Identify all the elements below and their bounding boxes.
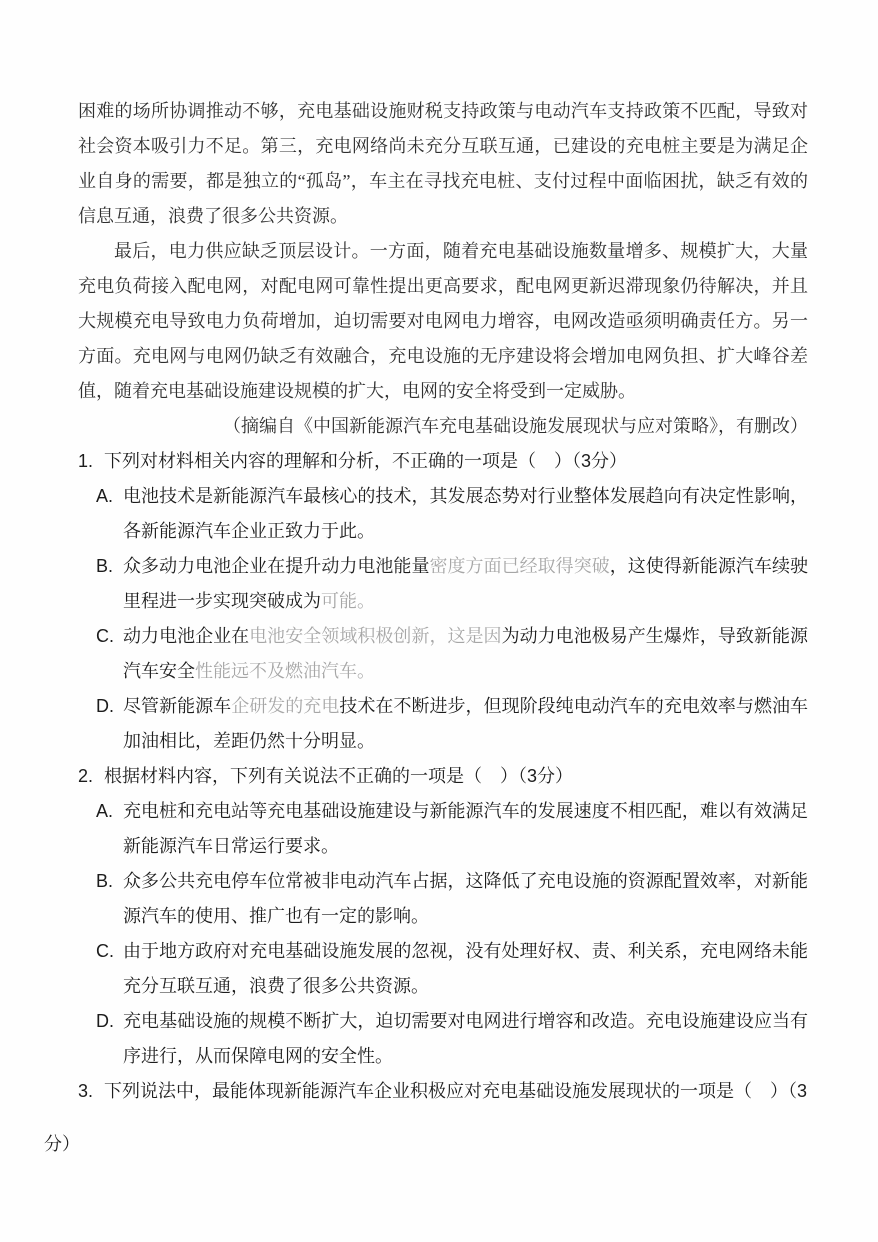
option-row-2-A bbox=[78, 794, 808, 864]
question-number-3: 3. bbox=[78, 1081, 94, 1101]
option-text-1-B-seg3: ，这使得新能源汽车续驶里程进一步实现突破成为 bbox=[123, 556, 809, 611]
passage-paragraph-2: 最后，电力供应缺乏顶层设计。一方面，随着充电基础设施数量增多、规模扩大，大量充电负荷接入配电网，对配电网可靠性提出更高要求，配电网更新迟滞现象仍待解决，并且大规模充电导致电力负荷增加，迫切需要对电网电力增容，电网改造亟须明确责任方。另一方面。充电网与电网仍缺乏有效融合，充电设施的无序建设将会增加电网负担、扩大峰谷差值，随着充电基础设施建设规模的扩大，电网的安全将受到一定威胁。 bbox=[78, 241, 808, 401]
option-label-1-C: C. bbox=[96, 626, 114, 646]
question-text-2: 根据材料内容，下列有关说法不正确的一项是（ ）（3分） bbox=[104, 766, 574, 786]
option-label-2-A: A. bbox=[96, 801, 114, 821]
option-row-1-B bbox=[78, 549, 808, 619]
option-text-1-A-seg1: 电池技术是新能源汽车最核心的技术，其发展态势对行业整体发展趋向有决定性影响，各新能源汽车企业正致力于此。 bbox=[123, 486, 808, 541]
option-row-2-B bbox=[78, 864, 808, 934]
option-text-1-B-seg4-faded: 可能。 bbox=[321, 591, 375, 611]
question-number-2: 2. bbox=[78, 766, 94, 786]
option-text-1-C-seg3: 为动力电池极易产生爆炸，导致新能源汽车安全 bbox=[123, 626, 809, 681]
question-block-3 bbox=[44, 1074, 808, 1162]
option-label-1-A: A. bbox=[96, 486, 114, 506]
option-row-2-D bbox=[78, 1004, 808, 1074]
option-text-2-C-seg1: 由于地方政府对充电基础设施发展的忽视，没有处理好权、责、利关系，充电网络未能充分互联互通，浪费了很多公共资源。 bbox=[123, 941, 808, 996]
option-text-1-C-seg1: 动力电池企业在 bbox=[123, 626, 250, 646]
option-label-1-B: B. bbox=[96, 556, 114, 576]
option-row-1-D bbox=[78, 689, 808, 759]
option-label-1-D: D. bbox=[96, 696, 114, 716]
option-text-2-A-seg1: 充电桩和充电站等充电基础设施建设与新能源汽车的发展速度不相匹配，难以有效满足新能源汽车日常运行要求。 bbox=[123, 801, 808, 856]
page-content bbox=[44, 94, 809, 1180]
option-row-1-C bbox=[78, 619, 808, 689]
questions-section bbox=[44, 444, 809, 1162]
option-text-1-C-seg4-faded: 性能远不及燃油汽车。 bbox=[195, 661, 375, 681]
question-line-1 bbox=[78, 444, 808, 479]
option-text-2-D-seg1: 充电基础设施的规模不断扩大，迫切需要对电网进行增容和改造。充电设施建设应当有序进行，从而保障电网的安全性。 bbox=[123, 1011, 808, 1066]
option-row-2-C bbox=[78, 934, 808, 1004]
option-text-1-B-seg2-faded: 密度方面已经取得突破 bbox=[429, 556, 610, 576]
option-text-1-D-seg1: 尽管新能源车 bbox=[123, 696, 232, 716]
option-text-1-D-seg3: 技术在不断进步，但现阶段纯电动汽车的充电效率与燃油车加油相比，差距仍然十分明显。 bbox=[123, 696, 809, 751]
question-line-2 bbox=[78, 759, 808, 794]
question-number-1: 1. bbox=[78, 451, 94, 471]
passage-paragraph-1: 困难的场所协调推动不够，充电基础设施财税支持政策与电动汽车支持政策不匹配，导致对社会资本吸引力不足。第三，充电网络尚未充分互联互通，已建设的充电桩主要是为满足企业自身的需要，都是独立的“孤岛”，车主在寻找充电桩、支付过程中面临困扰，缺乏有效的信息互通，浪费了很多公共资源。 bbox=[78, 101, 808, 226]
option-label-2-D: D. bbox=[96, 1011, 114, 1031]
option-label-2-B: B. bbox=[96, 871, 114, 891]
option-text-1-D-seg2-faded: 企研发的充电 bbox=[231, 696, 340, 716]
question-text-1: 下列对材料相关内容的理解和分析，不正确的一项是（ ）（3分） bbox=[104, 451, 628, 471]
option-label-2-C: C. bbox=[96, 941, 114, 961]
option-text-2-B-seg1: 众多公共充电停车位常被非电动汽车占据，这降低了充电设施的资源配置效率，对新能源汽车的使用、推广也有一定的影响。 bbox=[123, 871, 808, 926]
option-text-1-B-seg1: 众多动力电池企业在提升动力电池能量 bbox=[123, 556, 430, 576]
option-row-1-A bbox=[78, 479, 808, 549]
option-text-1-C-seg2-faded: 电池安全领域积极创新，这是因 bbox=[249, 626, 502, 646]
question-block-1 bbox=[78, 444, 808, 759]
question-line-3 bbox=[78, 1074, 808, 1109]
question-overflow-3: 分） bbox=[44, 1134, 80, 1154]
citation-line: （摘编自《中国新能源汽车充电基础设施发展现状与应对策略》，有删改） bbox=[223, 416, 808, 436]
question-block-2 bbox=[78, 759, 808, 1074]
question-text-3: 下列说法中，最能体现新能源汽车企业积极应对充电基础设施发展现状的一项是（ ）（3 bbox=[104, 1081, 808, 1101]
